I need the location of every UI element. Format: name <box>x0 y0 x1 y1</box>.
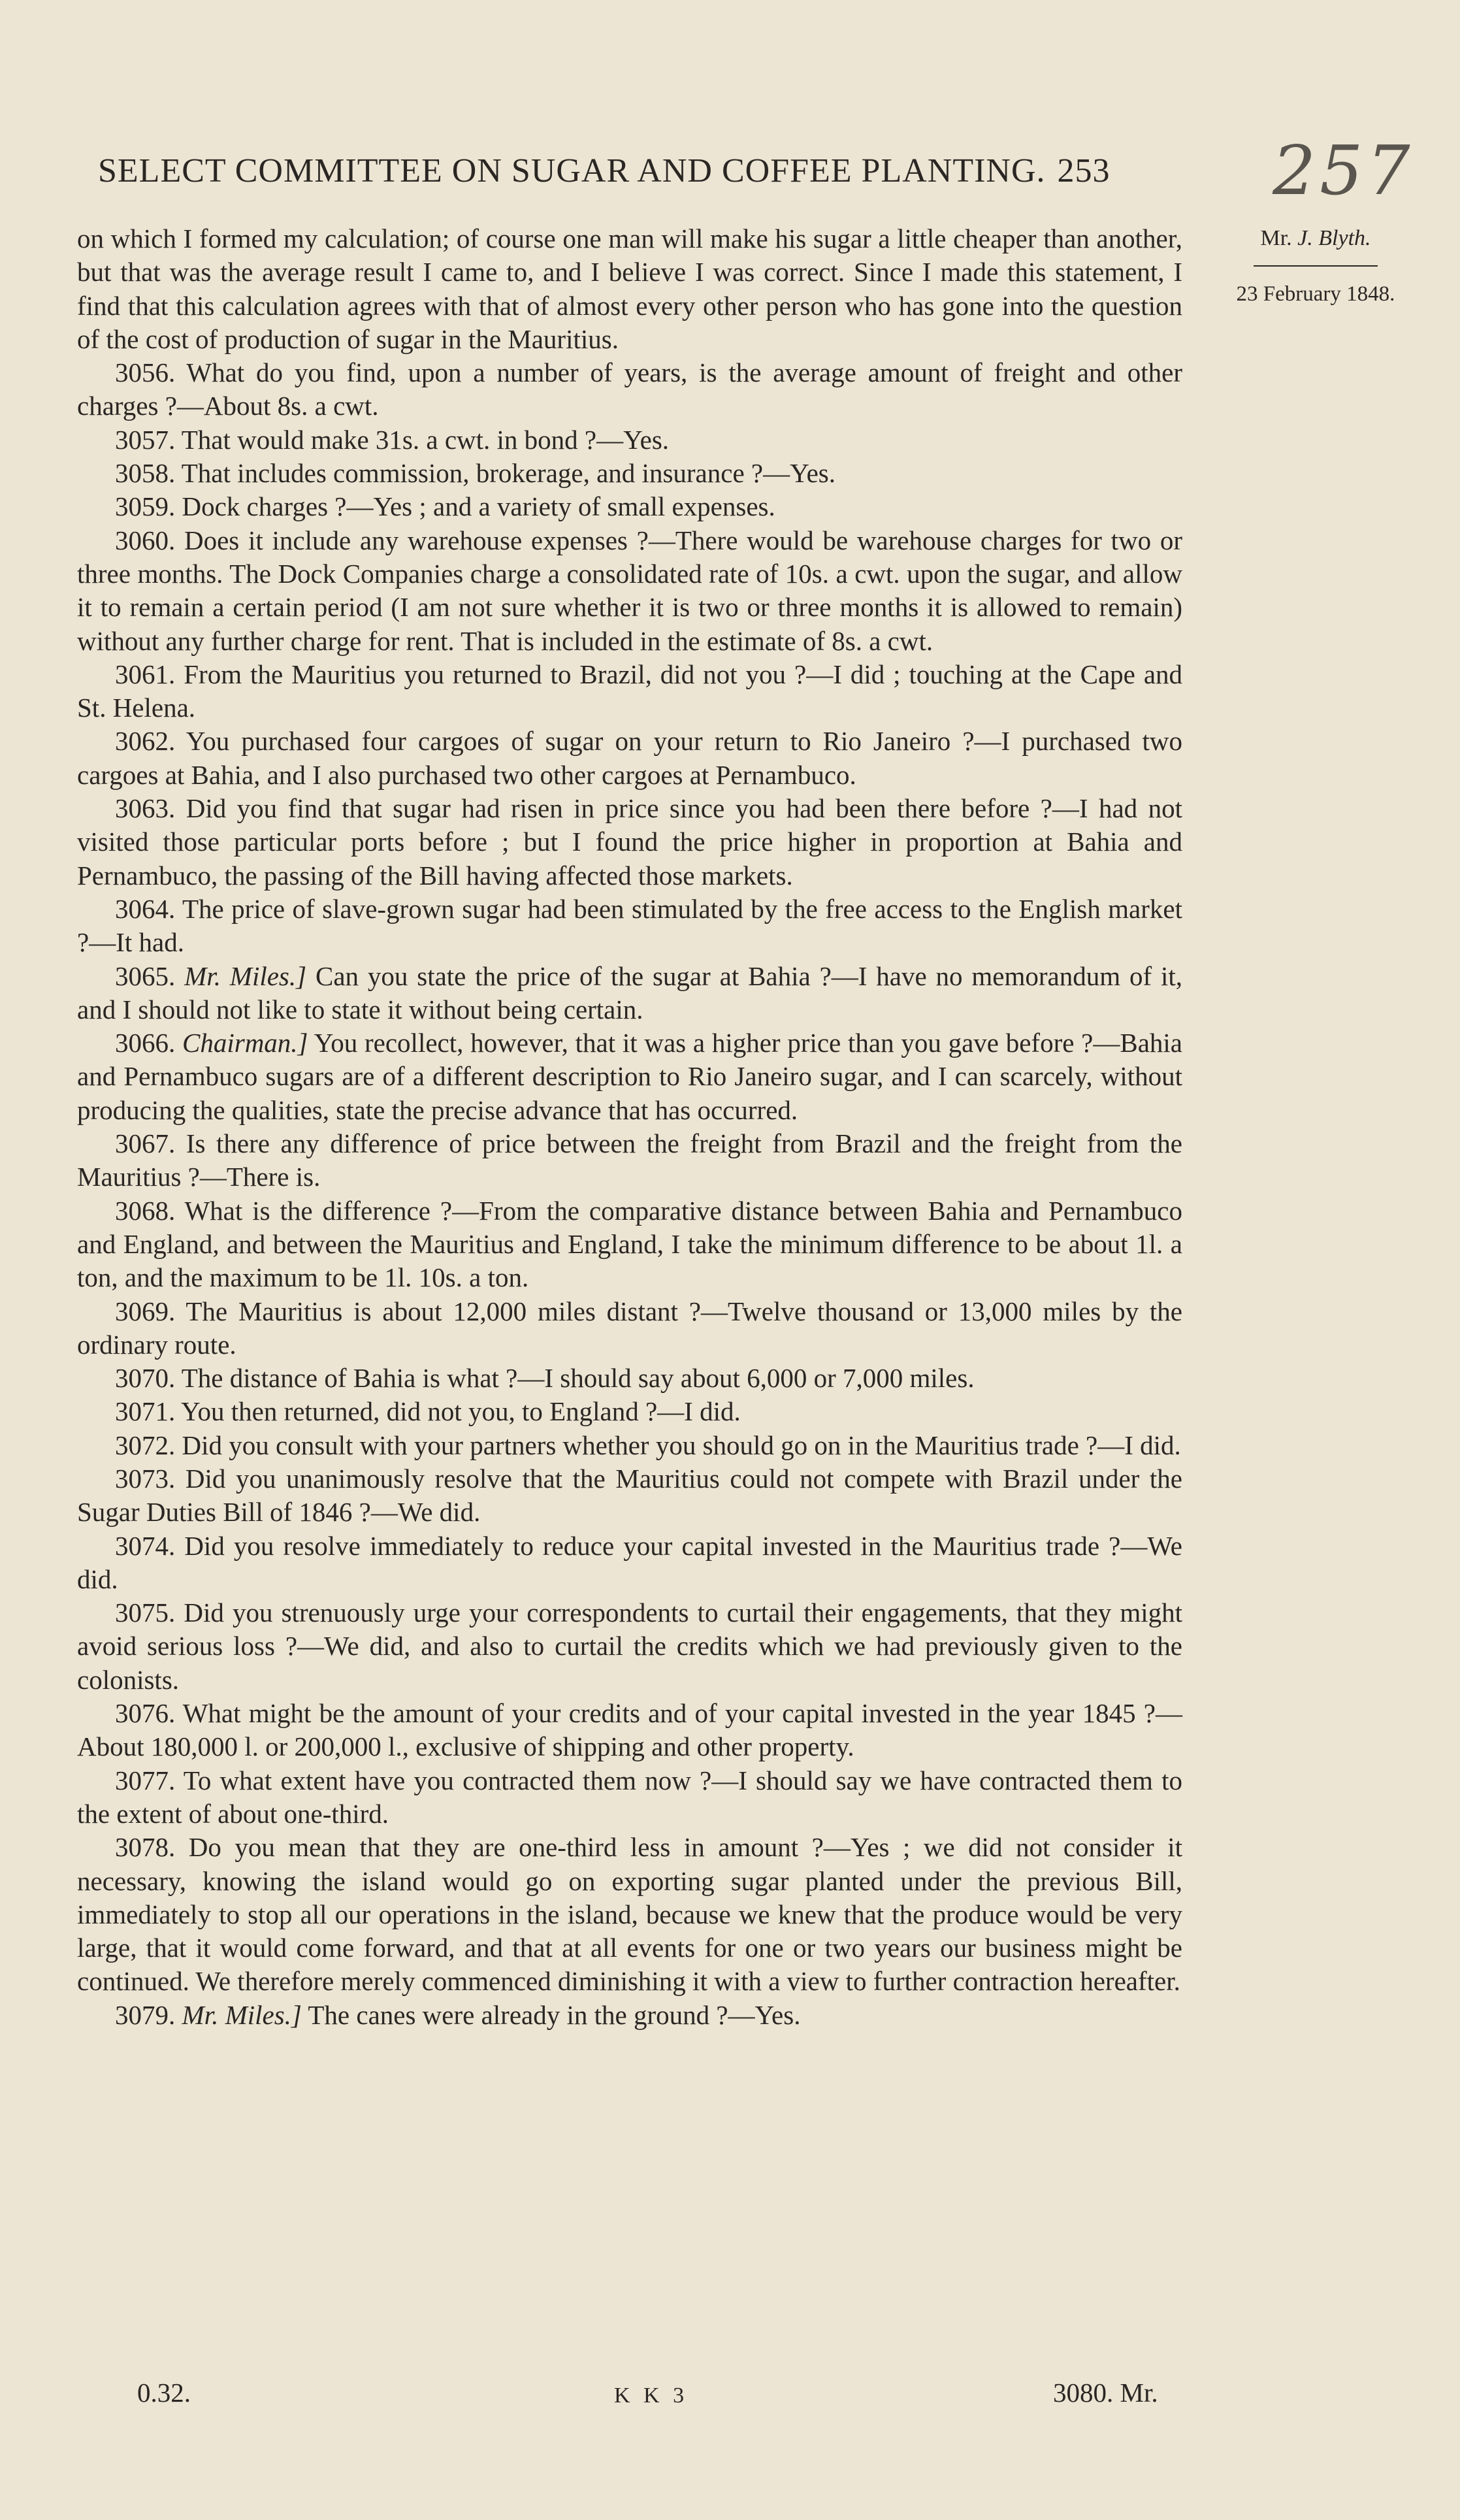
margin-date: 23 February 1848. <box>1236 282 1395 306</box>
question-paragraph <box>77 1999 1182 2032</box>
question-number: 3056. <box>115 357 176 388</box>
question-paragraph <box>77 1295 1182 1362</box>
question-number: 3064. <box>115 893 176 924</box>
question-text: That would make 31s. a cwt. in bond ?—Yes. <box>181 424 670 455</box>
question-paragraph <box>77 1697 1182 1764</box>
question-paragraph <box>77 1127 1182 1194</box>
question-paragraph <box>77 792 1182 892</box>
question-paragraph <box>77 1026 1182 1127</box>
question-number: 3065. <box>115 960 176 991</box>
footer-catchword: 3080. Mr. <box>1053 2378 1158 2408</box>
question-text: Did you strenuously urge your correspondents to curtail their engagements, that they might avoid serious loss ?—We did, and also to curtail the credits which we had previously given to the colonists. <box>77 1597 1183 1695</box>
question-paragraph <box>77 1764 1182 1831</box>
question-paragraph <box>77 1362 1182 1395</box>
question-text: You then returned, did not you, to England ?—I did. <box>180 1396 741 1427</box>
question-paragraph <box>77 423 1182 457</box>
question-number: 3063. <box>115 793 176 824</box>
question-number: 3069. <box>115 1296 176 1326</box>
question-paragraph <box>77 725 1182 792</box>
question-text: From the Mauritius you returned to Brazil, did not you ?—I did ; touching at the Cape and St. Helena. <box>77 659 1183 723</box>
question-paragraph <box>77 490 1182 523</box>
question-number: 3077. <box>115 1765 176 1795</box>
margin-rule <box>1254 265 1378 267</box>
question-text: Does it include any warehouse expenses ?—There would be warehouse charges for two or three months. The Dock Companies charge a consolidated rate of 10s. a cwt. upon the sugar, and allow it to remain a certain period (I am not sure whether it is two or three months it is allowed to remain) without any further charge for rent. That is included in the estimate of 8s. a cwt. <box>77 525 1182 656</box>
question-number: 3066. <box>115 1028 176 1058</box>
question-text: To what extent have you contracted them now ?—I should say we have contracted them to the extent of about one-third. <box>77 1765 1182 1829</box>
question-text: What might be the amount of your credits and of your capital invested in the year 1845 ?—About 180,000 l. or 200,000 l., exclusive of shipping and other property. <box>77 1698 1183 1762</box>
question-number: 3070. <box>115 1363 176 1394</box>
question-paragraph <box>77 1194 1182 1295</box>
speaker-label: Chairman.] <box>182 1028 308 1058</box>
question-paragraph <box>77 892 1182 960</box>
paragraph-continuation: on which I formed my calculation; of course one man will make his sugar a little cheaper than another, but that was the average result I came to, and I believe I was correct. Since I made this statement, I find that this calculation agrees with that of almost every other person who has gone into the question of the cost of production of sugar in the Mauritius. <box>77 223 1182 354</box>
question-text: The Mauritius is about 12,000 miles distant ?—Twelve thousand or 13,000 miles by the ordinary route. <box>77 1296 1182 1360</box>
question-text: Can you state the price of the sugar at Bahia ?—I have no memorandum of it, and I should not like to state it without being certain. <box>77 960 1183 1024</box>
question-paragraph <box>77 1530 1182 1597</box>
question-paragraph <box>77 457 1182 490</box>
question-number: 3062. <box>115 726 176 757</box>
question-number: 3078. <box>115 1832 176 1863</box>
question-number: 3072. <box>115 1430 176 1460</box>
question-number: 3067. <box>115 1128 176 1159</box>
question-text: Did you unanimously resolve that the Mauritius could not compete with Brazil under the Sugar Duties Bill of 1846 ?—We did. <box>77 1463 1183 1528</box>
header-title: SELECT COMMITTEE ON SUGAR AND COFFEE PLANTING. <box>98 152 1046 189</box>
margin-witness-name: J. Blyth. <box>1297 226 1371 250</box>
footer-sessional-number: 0.32. <box>137 2378 191 2408</box>
question-number: 3073. <box>115 1463 176 1494</box>
testimony-body <box>77 222 1182 2032</box>
question-number: 3057. <box>115 424 176 455</box>
question-paragraph <box>77 524 1182 658</box>
speaker-label: Mr. Miles.] <box>182 1999 302 2030</box>
question-text: Is there any difference of price between the freight from Brazil and the freight from the Mauritius ?—There is. <box>77 1128 1183 1192</box>
question-number: 3068. <box>115 1195 176 1226</box>
question-text: The distance of Bahia is what ?—I should say about 6,000 or 7,000 miles. <box>181 1363 975 1394</box>
question-text: You recollect, however, that it was a higher price than you gave before ?—Bahia and Pernambuco sugars are of a different description to Rio Janeiro sugar, and I can scarcely, without producing the qualities, state the precise advance that has occurred. <box>77 1028 1183 1125</box>
question-paragraph <box>77 1429 1182 1462</box>
margin-note <box>1218 226 1414 306</box>
question-text: What do you find, upon a number of years, is the average amount of freight and other charges ?—About 8s. a cwt. <box>77 357 1183 421</box>
question-text: The canes were already in the ground ?—Yes. <box>308 1999 801 2030</box>
question-paragraph <box>77 1596 1182 1697</box>
running-header <box>98 152 1169 190</box>
question-text: Did you resolve immediately to reduce your capital invested in the Mauritius trade ?—We did. <box>77 1530 1182 1594</box>
question-number: 3079. <box>115 1999 176 2030</box>
question-number: 3074. <box>115 1530 176 1561</box>
question-number: 3071. <box>115 1396 176 1427</box>
question-number: 3061. <box>115 659 176 689</box>
question-number: 3076. <box>115 1698 176 1729</box>
question-text: Do you mean that they are one-third less in amount ?—Yes ; we did not consider it necessary, knowing the island would go on exporting sugar planted under the previous Bill, immediately to stop all our operations in the island, because we knew that the produce would be very large, that it would come forward, and that at all events for one or two years our business might be continued. We therefore merely commenced diminishing it with a view to further contraction hereafter. <box>77 1832 1183 1997</box>
question-number: 3059. <box>115 491 176 522</box>
speaker-label: Mr. Miles.] <box>184 960 307 991</box>
question-paragraph <box>77 1462 1182 1530</box>
question-paragraph <box>77 960 1182 1027</box>
question-paragraph <box>77 1395 1182 1428</box>
question-text: Dock charges ?—Yes ; and a variety of small expenses. <box>182 491 775 522</box>
question-number: 3058. <box>115 458 176 489</box>
question-paragraph <box>77 1831 1182 1998</box>
question-text: The price of slave-grown sugar had been stimulated by the free access to the English market ?—It had. <box>77 893 1182 958</box>
question-text: That includes commission, brokerage, and insurance ?—Yes. <box>181 458 836 489</box>
question-number: 3075. <box>115 1597 176 1628</box>
question-text: Did you find that sugar had risen in price since you had been there before ?—I had not visited those particular ports before ; but I found the price higher in proportion at Bahia and Pernambuco, the passing of the Bill having affected those markets. <box>77 793 1183 891</box>
question-paragraph <box>77 356 1182 423</box>
handwritten-folio-number: 257 <box>1273 131 1414 210</box>
question-paragraph <box>77 658 1182 725</box>
question-text: What is the difference ?—From the comparative distance between Bahia and Pernambuco and England, and between the Mauritius and England, I take the minimum difference to be about 1l. a ton, and the maximum to be 1l. 10s. a ton. <box>77 1195 1182 1293</box>
question-number: 3060. <box>115 525 176 555</box>
header-page-number: 253 <box>1057 152 1111 189</box>
question-text: You purchased four cargoes of sugar on your return to Rio Janeiro ?—I purchased two cargoes at Bahia, and I also purchased two other cargoes at Pernambuco. <box>77 726 1182 790</box>
footer-signature-mark: K K 3 <box>614 2383 689 2408</box>
margin-witness: Mr. J. Blyth. <box>1260 226 1371 250</box>
question-text: Did you consult with your partners whether you should go on in the Mauritius trade ?—I did. <box>182 1430 1181 1460</box>
